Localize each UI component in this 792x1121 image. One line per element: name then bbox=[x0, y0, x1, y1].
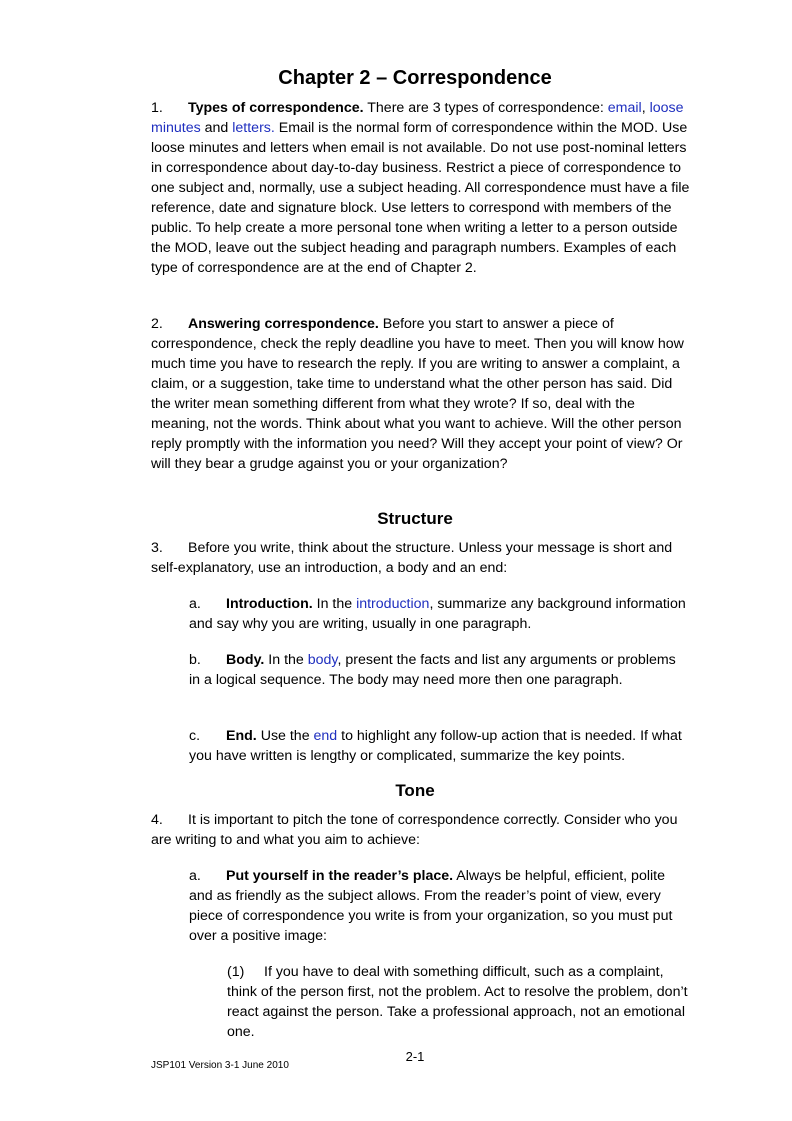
paragraph-text: Before you start to answer a piece of correspondence, check the reply deadline you have to meet. Then you will know how much time you have to research the reply. If you are writing to answer a complaint, a claim, or a suggestion, take time to understand what the other person has said. Did the writer mean something different from what they wrote? If so, deal with the meaning, not the words. Think about what you want to achieve. Will the other person reply promptly with the information you need? Will they accept your point of view? Or will they bear a grudge against you or your organization? bbox=[151, 316, 684, 472]
paragraph-text: to highlight any follow-up action that is needed. If what you have written is lengthy or complicated, summarize the key points. bbox=[189, 728, 682, 764]
paragraph-3 bbox=[151, 538, 691, 578]
paragraph-text: If you have to deal with something difficult, such as a complaint, think of the person first, not the problem. Act to resolve the problem, don’t react against the person. Take a professional approach, not an emotional one. bbox=[227, 964, 688, 1040]
paragraph-text: Before you write, think about the structure. Unless your message is short and self-explanatory, use an introduction, a body and an end: bbox=[151, 540, 673, 576]
paragraph-text: Use the bbox=[256, 728, 314, 744]
chapter-title: Chapter 2 – Correspondence bbox=[278, 67, 552, 89]
paragraph-heading: Answering correspondence. bbox=[188, 316, 379, 332]
subparagraph-letter: c. bbox=[189, 728, 201, 744]
paragraph-2 bbox=[151, 314, 691, 474]
subparagraph-3c bbox=[189, 726, 689, 766]
subsubparagraph-number: (1) bbox=[227, 964, 245, 980]
subparagraph-heading: Introduction. bbox=[226, 596, 313, 612]
loose-minutes-link[interactable]: loose minutes bbox=[151, 100, 684, 136]
subparagraph-4a bbox=[189, 866, 689, 946]
paragraph-1 bbox=[151, 98, 691, 278]
page-number: 2-1 bbox=[405, 1049, 425, 1064]
footer-text: JSP101 Version 3-1 June 2010 bbox=[151, 1060, 289, 1071]
subparagraph-letter: b. bbox=[189, 652, 201, 668]
paragraph-number: 1. bbox=[151, 100, 163, 116]
subparagraph-3b bbox=[189, 650, 689, 690]
subparagraph-letter: a. bbox=[189, 868, 201, 884]
subsubparagraph-4a1 bbox=[227, 962, 689, 1042]
paragraph-text: , present the facts and list any arguments or problems in a logical sequence. The body may need more then one paragraph. bbox=[189, 652, 676, 688]
subparagraph-heading: End. bbox=[226, 728, 257, 744]
introduction-link[interactable]: introduction bbox=[356, 596, 430, 612]
subparagraph-heading: Body. bbox=[226, 652, 265, 668]
subparagraph-heading: Put yourself in the reader’s place. bbox=[226, 868, 454, 884]
paragraph-text: Email is the normal form of correspondence within the MOD. Use loose minutes and letters when email is not available. Do not use post-nominal letters in correspondence about day-to-day business. Restrict a piece of correspondence to one subject and, normally, use a subject heading. All correspondence must have a file reference, date and signature block. Use letters to correspond with members of the public. To help create a more personal tone when writing a letter to a person outside the MOD, leave out the subject heading and paragraph numbers. Examples of each type of correspondence are at the end of Chapter 2. bbox=[151, 120, 690, 276]
paragraph-text: There are 3 types of correspondence: bbox=[363, 100, 608, 116]
paragraph-text: and bbox=[200, 120, 233, 136]
paragraph-heading: Types of correspondence. bbox=[188, 100, 364, 116]
subparagraph-letter: a. bbox=[189, 596, 201, 612]
paragraph-text: , bbox=[641, 100, 650, 116]
paragraph-text: It is important to pitch the tone of correspondence correctly. Consider who you are writing to and what you aim to achieve: bbox=[151, 812, 678, 848]
end-link[interactable]: end bbox=[313, 728, 338, 744]
email-link[interactable]: email bbox=[607, 100, 642, 116]
letters-link[interactable]: letters. bbox=[232, 120, 275, 136]
paragraph-number: 4. bbox=[151, 812, 163, 828]
paragraph-text: In the bbox=[264, 652, 308, 668]
paragraph-4 bbox=[151, 810, 691, 850]
paragraph-number: 2. bbox=[151, 316, 163, 332]
subparagraph-3a bbox=[189, 594, 689, 634]
paragraph-text: Always be helpful, efficient, polite and as friendly as the subject allows. From the reader’s point of view, every piece of correspondence you write is from your organization, so you must put over a positive image: bbox=[189, 868, 673, 944]
paragraph-text: In the bbox=[312, 596, 357, 612]
body-link[interactable]: body bbox=[307, 652, 338, 668]
paragraph-text: , summarize any background information and say why you are writing, usually in one paragraph. bbox=[189, 596, 686, 632]
paragraph-number: 3. bbox=[151, 540, 163, 556]
section-heading-tone: Tone bbox=[395, 781, 435, 800]
section-heading-structure: Structure bbox=[377, 509, 453, 528]
